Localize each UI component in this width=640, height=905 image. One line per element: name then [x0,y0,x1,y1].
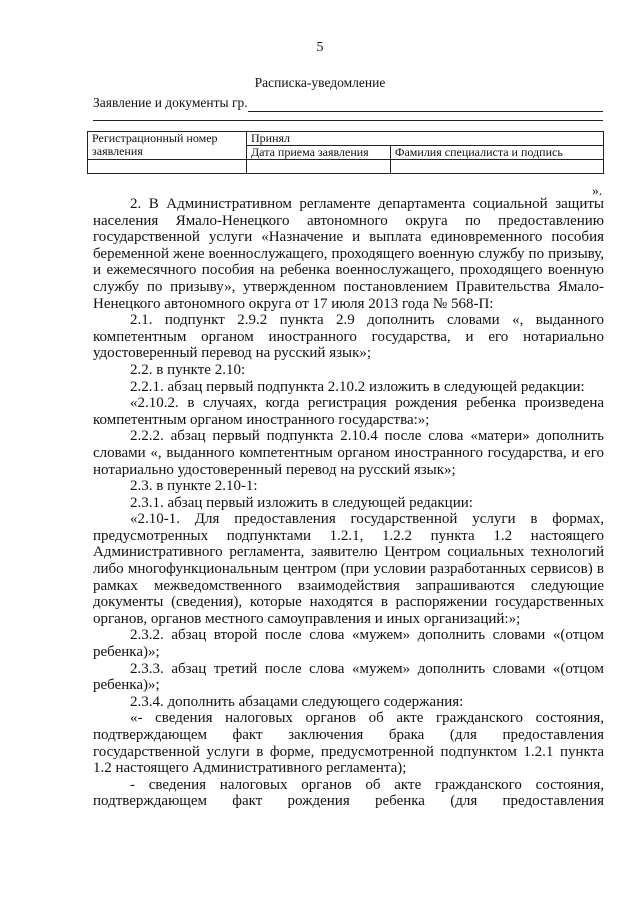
paragraph-2-10-2-text: «2.10.2. в случаях, когда регистрация рождения ребенка произведена компетентным органом иностранного государства:»; [93,395,604,428]
paragraph-2-3: 2.3. в пункте 2.10-1: [130,478,258,495]
paragraph-birth-info: - сведения налоговых органов об акте гражданского состояния, подтверждающем факт рождения ребенка (для предоставления [93,776,604,810]
receipt-title: Расписка-уведомление [254,75,386,90]
applicant-label: Заявление и документы гр. [93,95,248,110]
applicant-fill-line [248,111,603,112]
registration-table [87,131,604,174]
document-body [93,196,604,810]
paragraph-marriage-info: «- сведения налоговых органов об акте гражданского состояния, подтверждающем факт заключения брака (для предоставления государственной услуги в форме, предусмотренной подпунктом 1.2.1 пункта 1.2 настоящего Административного регламента); [93,710,604,777]
date-cell [247,160,391,174]
paragraph-2: 2. В Административном регламенте департамента социальной защиты населения Ямало-Ненецкого автономного округа по предоставлению государственной услуги «Назначение и выплата единовременного пособия беременной жене военнослужащего, проходящего военную службу по призыву, и ежемесячного пособия на ребенка военнослужащего, проходящего военную службу по призыву», утвержденном постановлением Правительства Ямало-Ненецкого автономного округа от 17 июля 2013 года № 568-П: [93,196,604,312]
paragraph-2-3-2: 2.3.2. абзац второй после слова «мужем» дополнить словами «(отцом ребенка)»; [93,627,604,661]
paragraph-2-3-3: 2.3.3. абзац третий после слова «мужем» дополнить словами «(отцом ребенка)»; [93,660,604,694]
closing-quote: ». [592,183,603,198]
paragraph-2-2-2: 2.2.2. абзац первый подпункта 2.10.4 после слова «матери» дополнить словами «, выданного компетентным органом иностранного государства, и его нотариально удостоверенный перевод на русский язык»; [93,428,604,478]
accepted-header: Принял [247,132,604,146]
reg-number-cell [88,160,247,174]
specialist-cell [391,160,604,174]
paragraph-2-2: 2.2. в пункте 2.10: [130,361,246,378]
specialist-header: Фамилия специалиста и подпись [391,146,604,160]
date-header: Дата приема заявления [247,146,391,160]
paragraph-2-3-1: 2.3.1. абзац первый изложить в следующей редакции: [130,494,473,511]
paragraph-2-2-1: 2.2.1. абзац первый подпункта 2.10.2 изложить в следующей редакции: [130,378,585,395]
paragraph-2-10-1-text: «2.10-1. Для предоставления государственной услуги в формах, предусмотренных подпунктами 1.2.1, 1.2.2 пункта 1.2 настоящего Административного регламента, заявителю Центром социальных технологий либо многофункциональным центром (при условии разработанных сервисов) в рамках межведомственного взаимодействия запрашиваются следующие документы (сведения), которые находятся в распоряжении государственных органов, органов местного самоуправления и иных организаций:»; [93,511,604,627]
paragraph-2-1: 2.1. подпункт 2.9.2 пункта 2.9 дополнить словами «, выданного компетентным органом иностранного государства, и его нотариально удостоверенный перевод на русский язык»; [93,312,604,362]
applicant-fill-line-2 [93,120,603,121]
reg-number-header: Регистрационный номер заявления [88,132,247,160]
page-number: 5 [316,40,324,55]
paragraph-2-3-4: 2.3.4. дополнить абзацами следующего содержания: [130,693,464,710]
